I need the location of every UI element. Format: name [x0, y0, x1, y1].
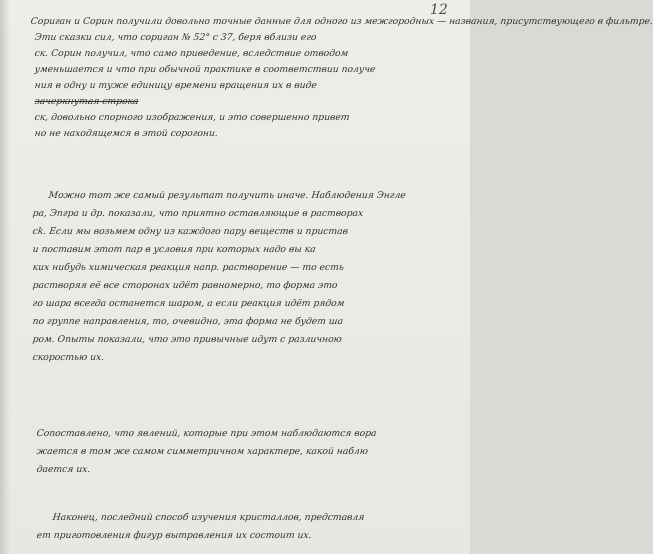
paragraph-1-line-5: ния в одну и туже единицу времени вращения их в виде: [34, 80, 318, 91]
paragraph-2-line-3: сk. Если мы возьмем одну из каждого пару веществ и пристав: [32, 226, 349, 237]
paragraph-1-line-8: но не находящемся в этой сорогони.: [34, 128, 219, 139]
paragraph-2-line-1: Можно тот же самый результат получить иначе. Наблюдения Энгле: [48, 190, 407, 201]
paragraph-1-line-3: ск. Сорин получил, что само приведение, вследствие отводом: [34, 48, 349, 59]
paragraph-1-line-7: ск, довольно спорного изображения, и это совершенно привет: [34, 112, 351, 123]
paragraph-4-line-2: ет приготовления фигур вытравления их состоит их.: [36, 530, 313, 541]
paragraph-3-line-3: дается их.: [36, 464, 91, 475]
paragraph-3-line-1: Сопоставлено, что явлений, которые при этом наблюдаются вора: [36, 428, 378, 439]
paragraph-1-line-2: Эти сказки сил, что сориган № 52° с 37, беря вблизи его: [34, 32, 318, 43]
page-fold-shadow: [0, 0, 10, 554]
paragraph-2-line-9: ром. Опыты показали, что это привычные идут с различною: [32, 334, 343, 345]
paragraph-2-line-6: растворяя её все сторонах идёт равномерно, то форма это: [32, 280, 339, 291]
paragraph-4-line-1: Наконец, последний способ изучения кристаллов, представля: [52, 512, 365, 523]
paragraph-1-line-6-struck: зачеркнутая строка: [34, 96, 140, 107]
paragraph-2-line-5: ких нибудь химическая реакция напр. растворение — то есть: [32, 262, 345, 273]
paragraph-1-line-1: Сориган и Сорин получили довольно точные данные для одного из межгородных — названия, присутствующего в фильтре.: [30, 16, 653, 27]
paragraph-2-line-4: и поставим этот пар в условия при которых надо вы ка: [32, 244, 317, 255]
paragraph-2-line-10: скоростью их.: [32, 352, 105, 363]
paragraph-2-line-7: го шара всегда останется шаром, а если реакция идёт рядом: [32, 298, 345, 309]
paragraph-2-line-8: по группе направления, то, очевидно, эта форма не будет ша: [32, 316, 344, 327]
paragraph-3-line-2: жается в том же самом симметричном характере, какой наблю: [36, 446, 369, 457]
paragraph-1-line-4: уменьшается и что при обычной практике в соответствии получе: [34, 64, 376, 75]
page-number: 12: [430, 2, 448, 18]
paragraph-2-line-2: ра, Эпгра и др. показали, что приятно оставляющие в растворах: [32, 208, 364, 219]
